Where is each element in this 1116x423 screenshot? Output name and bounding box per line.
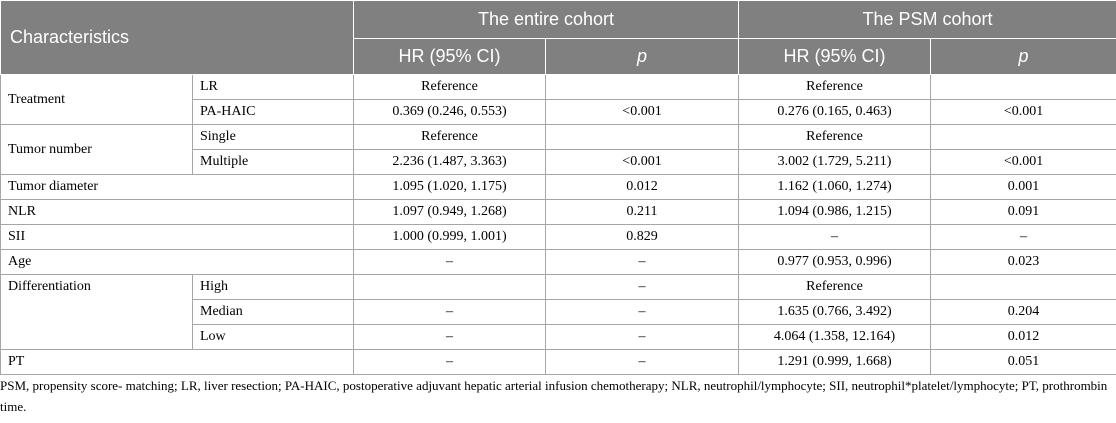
entire-hr: 1.095 (1.020, 1.175): [354, 175, 546, 200]
psm-p: 0.204: [931, 300, 1116, 325]
psm-hr: 1.162 (1.060, 1.274): [739, 175, 931, 200]
characteristics-header: Characteristics: [1, 1, 354, 75]
psm-hr: Reference: [739, 275, 931, 300]
entire-hr: 2.236 (1.487, 3.363): [354, 150, 546, 175]
entire-p: [546, 75, 739, 100]
sub-label: High: [193, 275, 354, 300]
table-row: [1, 250, 1116, 275]
entire-p: <0.001: [546, 150, 739, 175]
table-row: [1, 175, 1116, 200]
entire-p: <0.001: [546, 100, 739, 125]
entire-hr: –: [354, 325, 546, 350]
footnote: PSM, propensity score- matching; LR, liver resection; PA-HAIC, postoperative adjuvant hepatic arterial infusion chemotherapy; NLR, neutrophil/lymphocyte; SII, neutrophil*platelet/lymphocyte; PT, prothrombin time.: [0, 378, 1108, 414]
entire-p-header: p: [546, 39, 739, 75]
sub-label: PA-HAIC: [193, 100, 354, 125]
entire-hr: 0.369 (0.246, 0.553): [354, 100, 546, 125]
psm-p: 0.051: [931, 350, 1116, 375]
entire-hr: 1.000 (0.999, 1.001): [354, 225, 546, 250]
psm-p: 0.023: [931, 250, 1116, 275]
row-label-pt: PT: [1, 350, 354, 375]
entire-hr: Reference: [354, 125, 546, 150]
psm-p: <0.001: [931, 100, 1116, 125]
table-row: [1, 125, 1116, 150]
entire-p: –: [546, 325, 739, 350]
entire-hr: 1.097 (0.949, 1.268): [354, 200, 546, 225]
entire-p: 0.211: [546, 200, 739, 225]
psm-p: <0.001: [931, 150, 1116, 175]
psm-cohort-header: The PSM cohort: [739, 1, 1116, 39]
psm-hr: Reference: [739, 125, 931, 150]
psm-hr-header: HR (95% CI): [739, 39, 931, 75]
entire-p: 0.829: [546, 225, 739, 250]
psm-hr: 1.291 (0.999, 1.668): [739, 350, 931, 375]
sub-label: Multiple: [193, 150, 354, 175]
entire-p: 0.012: [546, 175, 739, 200]
psm-hr: 4.064 (1.358, 12.164): [739, 325, 931, 350]
entire-hr: –: [354, 350, 546, 375]
entire-p: –: [546, 250, 739, 275]
entire-p: –: [546, 300, 739, 325]
row-label-differentiation: Differentiation: [1, 275, 193, 350]
sub-label: Low: [193, 325, 354, 350]
psm-p: [931, 275, 1116, 300]
psm-p-header: p: [931, 39, 1116, 75]
entire-hr-header: HR (95% CI): [354, 39, 546, 75]
header-row-1: [1, 1, 1116, 39]
psm-p: [931, 125, 1116, 150]
sub-label: LR: [193, 75, 354, 100]
psm-p: 0.001: [931, 175, 1116, 200]
entire-cohort-header: The entire cohort: [354, 1, 739, 39]
entire-p: [546, 125, 739, 150]
psm-hr: 0.977 (0.953, 0.996): [739, 250, 931, 275]
psm-hr: Reference: [739, 75, 931, 100]
table-row: [1, 350, 1116, 375]
row-label-nlr: NLR: [1, 200, 354, 225]
psm-hr: 1.094 (0.986, 1.215): [739, 200, 931, 225]
entire-hr: –: [354, 250, 546, 275]
entire-p: –: [546, 275, 739, 300]
row-label-tumor-number: Tumor number: [1, 125, 193, 175]
psm-hr: 3.002 (1.729, 5.211): [739, 150, 931, 175]
entire-hr: –: [354, 300, 546, 325]
psm-p: –: [931, 225, 1116, 250]
row-label-tumor-diameter: Tumor diameter: [1, 175, 354, 200]
psm-p: 0.012: [931, 325, 1116, 350]
table-row: [1, 275, 1116, 300]
table-row: [1, 75, 1116, 100]
row-label-age: Age: [1, 250, 354, 275]
psm-p: [931, 75, 1116, 100]
psm-hr: 1.635 (0.766, 3.492): [739, 300, 931, 325]
entire-hr: Reference: [354, 75, 546, 100]
row-label-treatment: Treatment: [1, 75, 193, 125]
table-row: [1, 225, 1116, 250]
psm-hr: –: [739, 225, 931, 250]
table-row: [1, 200, 1116, 225]
row-label-sii: SII: [1, 225, 354, 250]
entire-p: –: [546, 350, 739, 375]
psm-hr: 0.276 (0.165, 0.463): [739, 100, 931, 125]
entire-hr: [354, 275, 546, 300]
sub-label: Single: [193, 125, 354, 150]
sub-label: Median: [193, 300, 354, 325]
psm-p: 0.091: [931, 200, 1116, 225]
